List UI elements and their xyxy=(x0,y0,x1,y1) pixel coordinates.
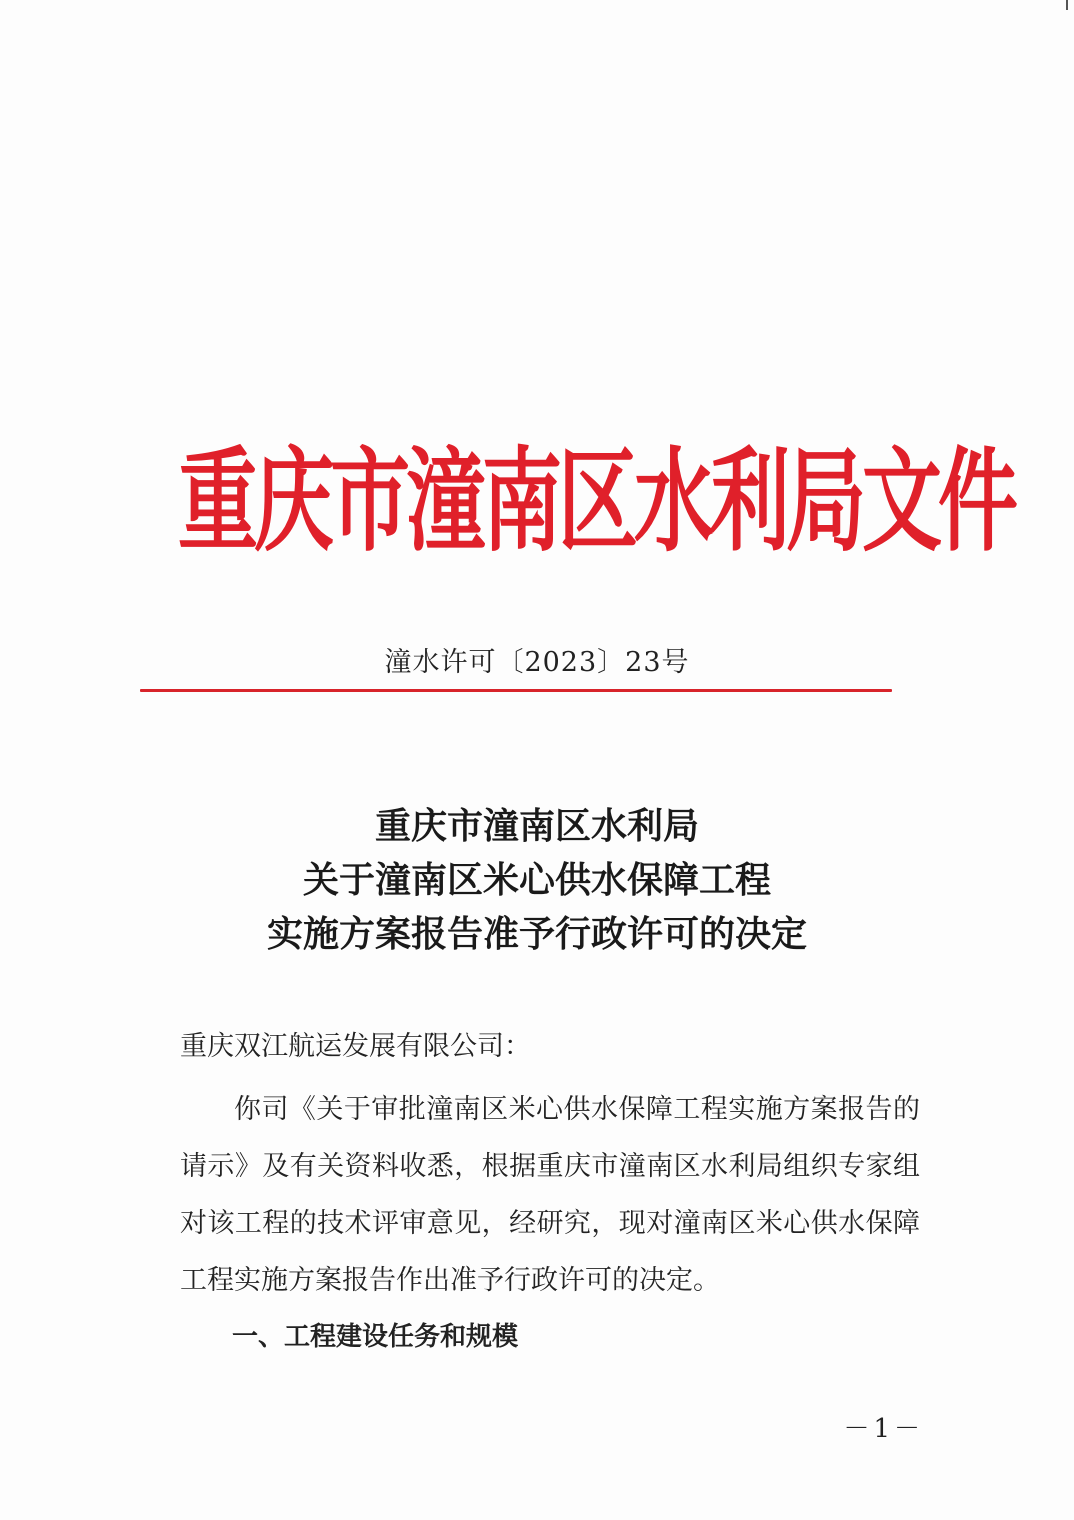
red-separator-line xyxy=(140,689,892,692)
document-body xyxy=(180,1018,920,1366)
section-heading: 一、工程建设任务和规模 xyxy=(232,1322,519,1352)
decision-title-line-2: 关于潼南区米心供水保障工程 xyxy=(302,860,771,901)
document-number: 潼水许可〔2023〕23号 xyxy=(384,647,690,678)
decision-title-line-3: 实施方案报告准予行政许可的决定 xyxy=(266,914,807,955)
document-header-title: 重庆市潼南区水利局文件 xyxy=(178,436,1014,567)
salutation: 重庆双江航运发展有限公司： xyxy=(180,1031,531,1062)
scan-edge-mark xyxy=(1066,0,1068,10)
decision-title xyxy=(0,800,1074,962)
page-number: －1－ xyxy=(843,1414,924,1444)
decision-title-line-1: 重庆市潼南区水利局 xyxy=(374,806,699,847)
body-paragraph: 你司《关于审批潼南区米心供水保障工程实施方案报告的请示》及有关资料收悉，根据重庆市潼南区水利局组织专家组对该工程的技术评审意见，经研究，现对潼南区米心供水保障工程实施方案报告作出准予行政许可的决定。 xyxy=(180,1094,920,1296)
